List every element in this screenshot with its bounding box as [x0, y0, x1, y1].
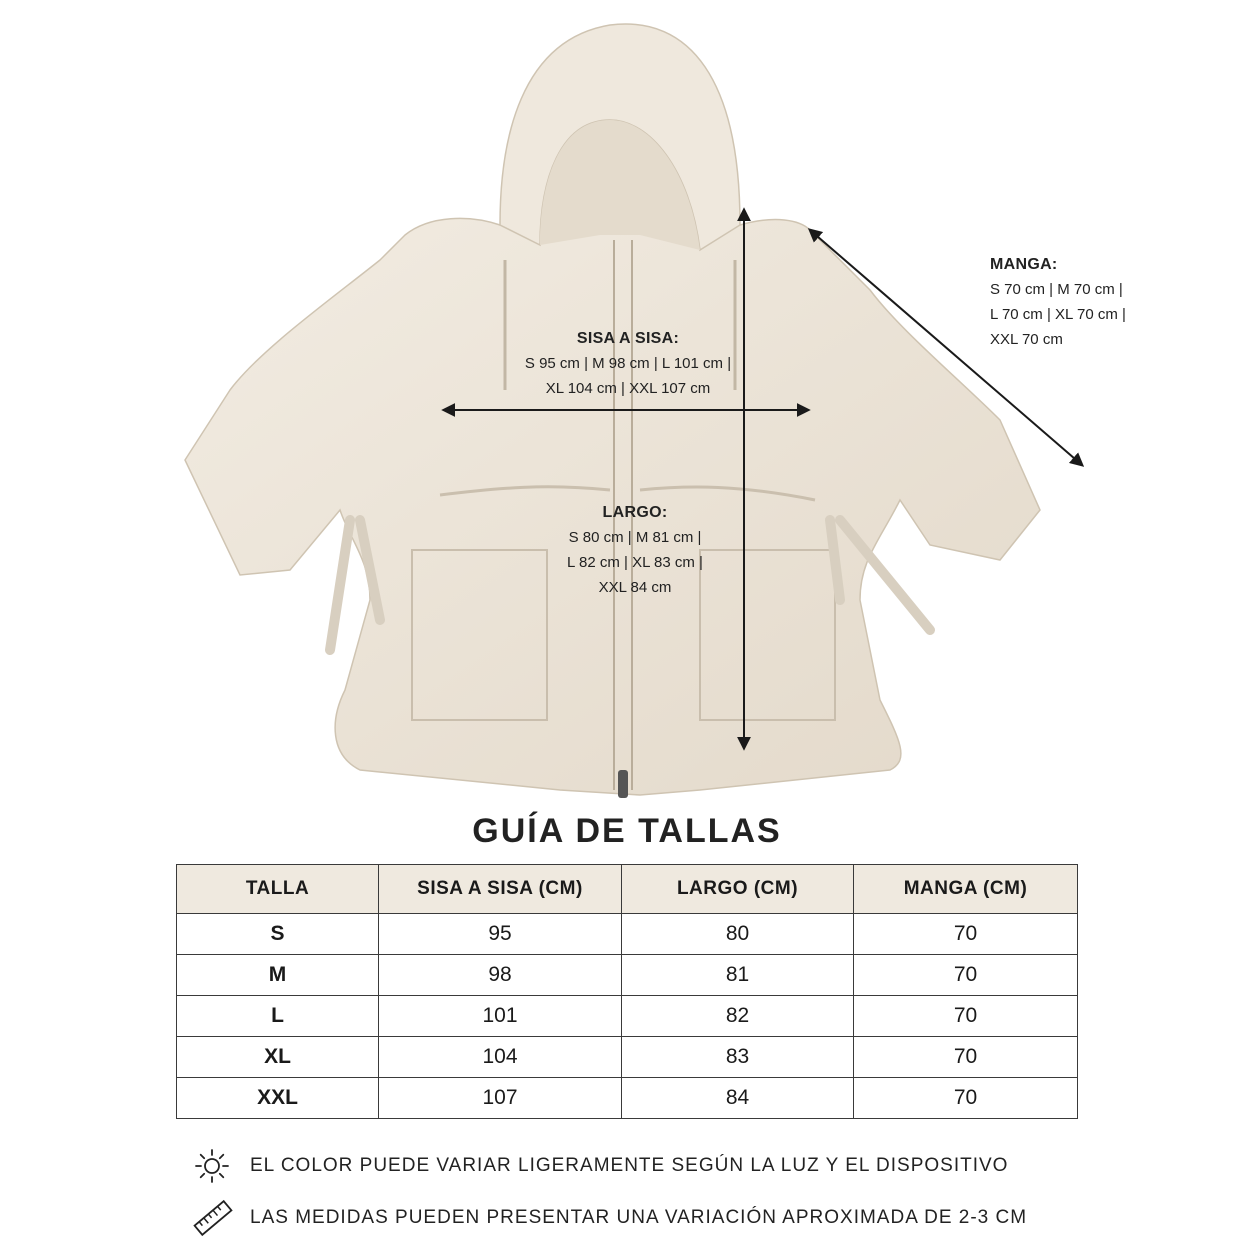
manga-title: MANGA:: [990, 256, 1058, 273]
cell-largo: 83: [622, 1037, 854, 1078]
largo-title: LARGO:: [602, 504, 668, 521]
manga-measure-label: [990, 252, 1190, 352]
cell-sisa: 104: [379, 1037, 622, 1078]
sisa-measure-label: [490, 326, 766, 401]
manga-line-2: L 70 cm | XL 70 cm |: [990, 306, 1126, 323]
jacket-shape: [185, 24, 1040, 798]
sun-icon: [192, 1146, 236, 1186]
size-table: [176, 864, 1078, 1119]
cell-manga: 70: [854, 1037, 1078, 1078]
cell-sisa: 95: [379, 914, 622, 955]
header-sisa: SISA A SISA (CM): [379, 865, 622, 914]
table-row: [177, 996, 1078, 1037]
cell-size: M: [177, 955, 379, 996]
header-largo: LARGO (CM): [622, 865, 854, 914]
sisa-line-1: S 95 cm | M 98 cm | L 101 cm |: [524, 355, 732, 372]
cell-sisa: 107: [379, 1078, 622, 1119]
cell-largo: 82: [622, 996, 854, 1037]
largo-line-1: S 80 cm | M 81 cm |: [568, 529, 702, 546]
table-header-row: [177, 865, 1078, 914]
ruler-icon: [192, 1198, 236, 1238]
table-row: [177, 1037, 1078, 1078]
table-row: [177, 1078, 1078, 1119]
manga-line-1: S 70 cm | M 70 cm |: [990, 281, 1123, 298]
measure-note: [192, 1198, 1152, 1238]
cell-manga: 70: [854, 1078, 1078, 1119]
cell-largo: 81: [622, 955, 854, 996]
table-row: [177, 914, 1078, 955]
header-manga: MANGA (CM): [854, 865, 1078, 914]
cell-size: S: [177, 914, 379, 955]
size-guide-title: GUÍA DE TALLAS: [472, 812, 782, 850]
cell-size: XL: [177, 1037, 379, 1078]
cell-manga: 70: [854, 996, 1078, 1037]
cell-sisa: 98: [379, 955, 622, 996]
largo-measure-label: [520, 500, 750, 600]
sisa-title: SISA A SISA:: [576, 330, 680, 347]
color-note: [192, 1146, 1152, 1186]
header-talla: TALLA: [177, 865, 379, 914]
cell-size: XXL: [177, 1078, 379, 1119]
largo-line-3: XXL 84 cm: [598, 579, 672, 596]
cell-manga: 70: [854, 914, 1078, 955]
cell-largo: 80: [622, 914, 854, 955]
largo-line-2: L 82 cm | XL 83 cm |: [567, 554, 703, 571]
measure-note-text: LAS MEDIDAS PUEDEN PRESENTAR UNA VARIACIÓN APROXIMADA DE 2-3 CM: [250, 1207, 1028, 1228]
color-note-text: EL COLOR PUEDE VARIAR LIGERAMENTE SEGÚN LA LUZ Y EL DISPOSITIVO: [250, 1155, 1009, 1176]
manga-line-3: XXL 70 cm: [990, 331, 1063, 348]
cell-manga: 70: [854, 955, 1078, 996]
cell-largo: 84: [622, 1078, 854, 1119]
table-row: [177, 955, 1078, 996]
cell-size: L: [177, 996, 379, 1037]
cell-sisa: 101: [379, 996, 622, 1037]
sisa-line-2: XL 104 cm | XXL 107 cm: [545, 380, 711, 397]
